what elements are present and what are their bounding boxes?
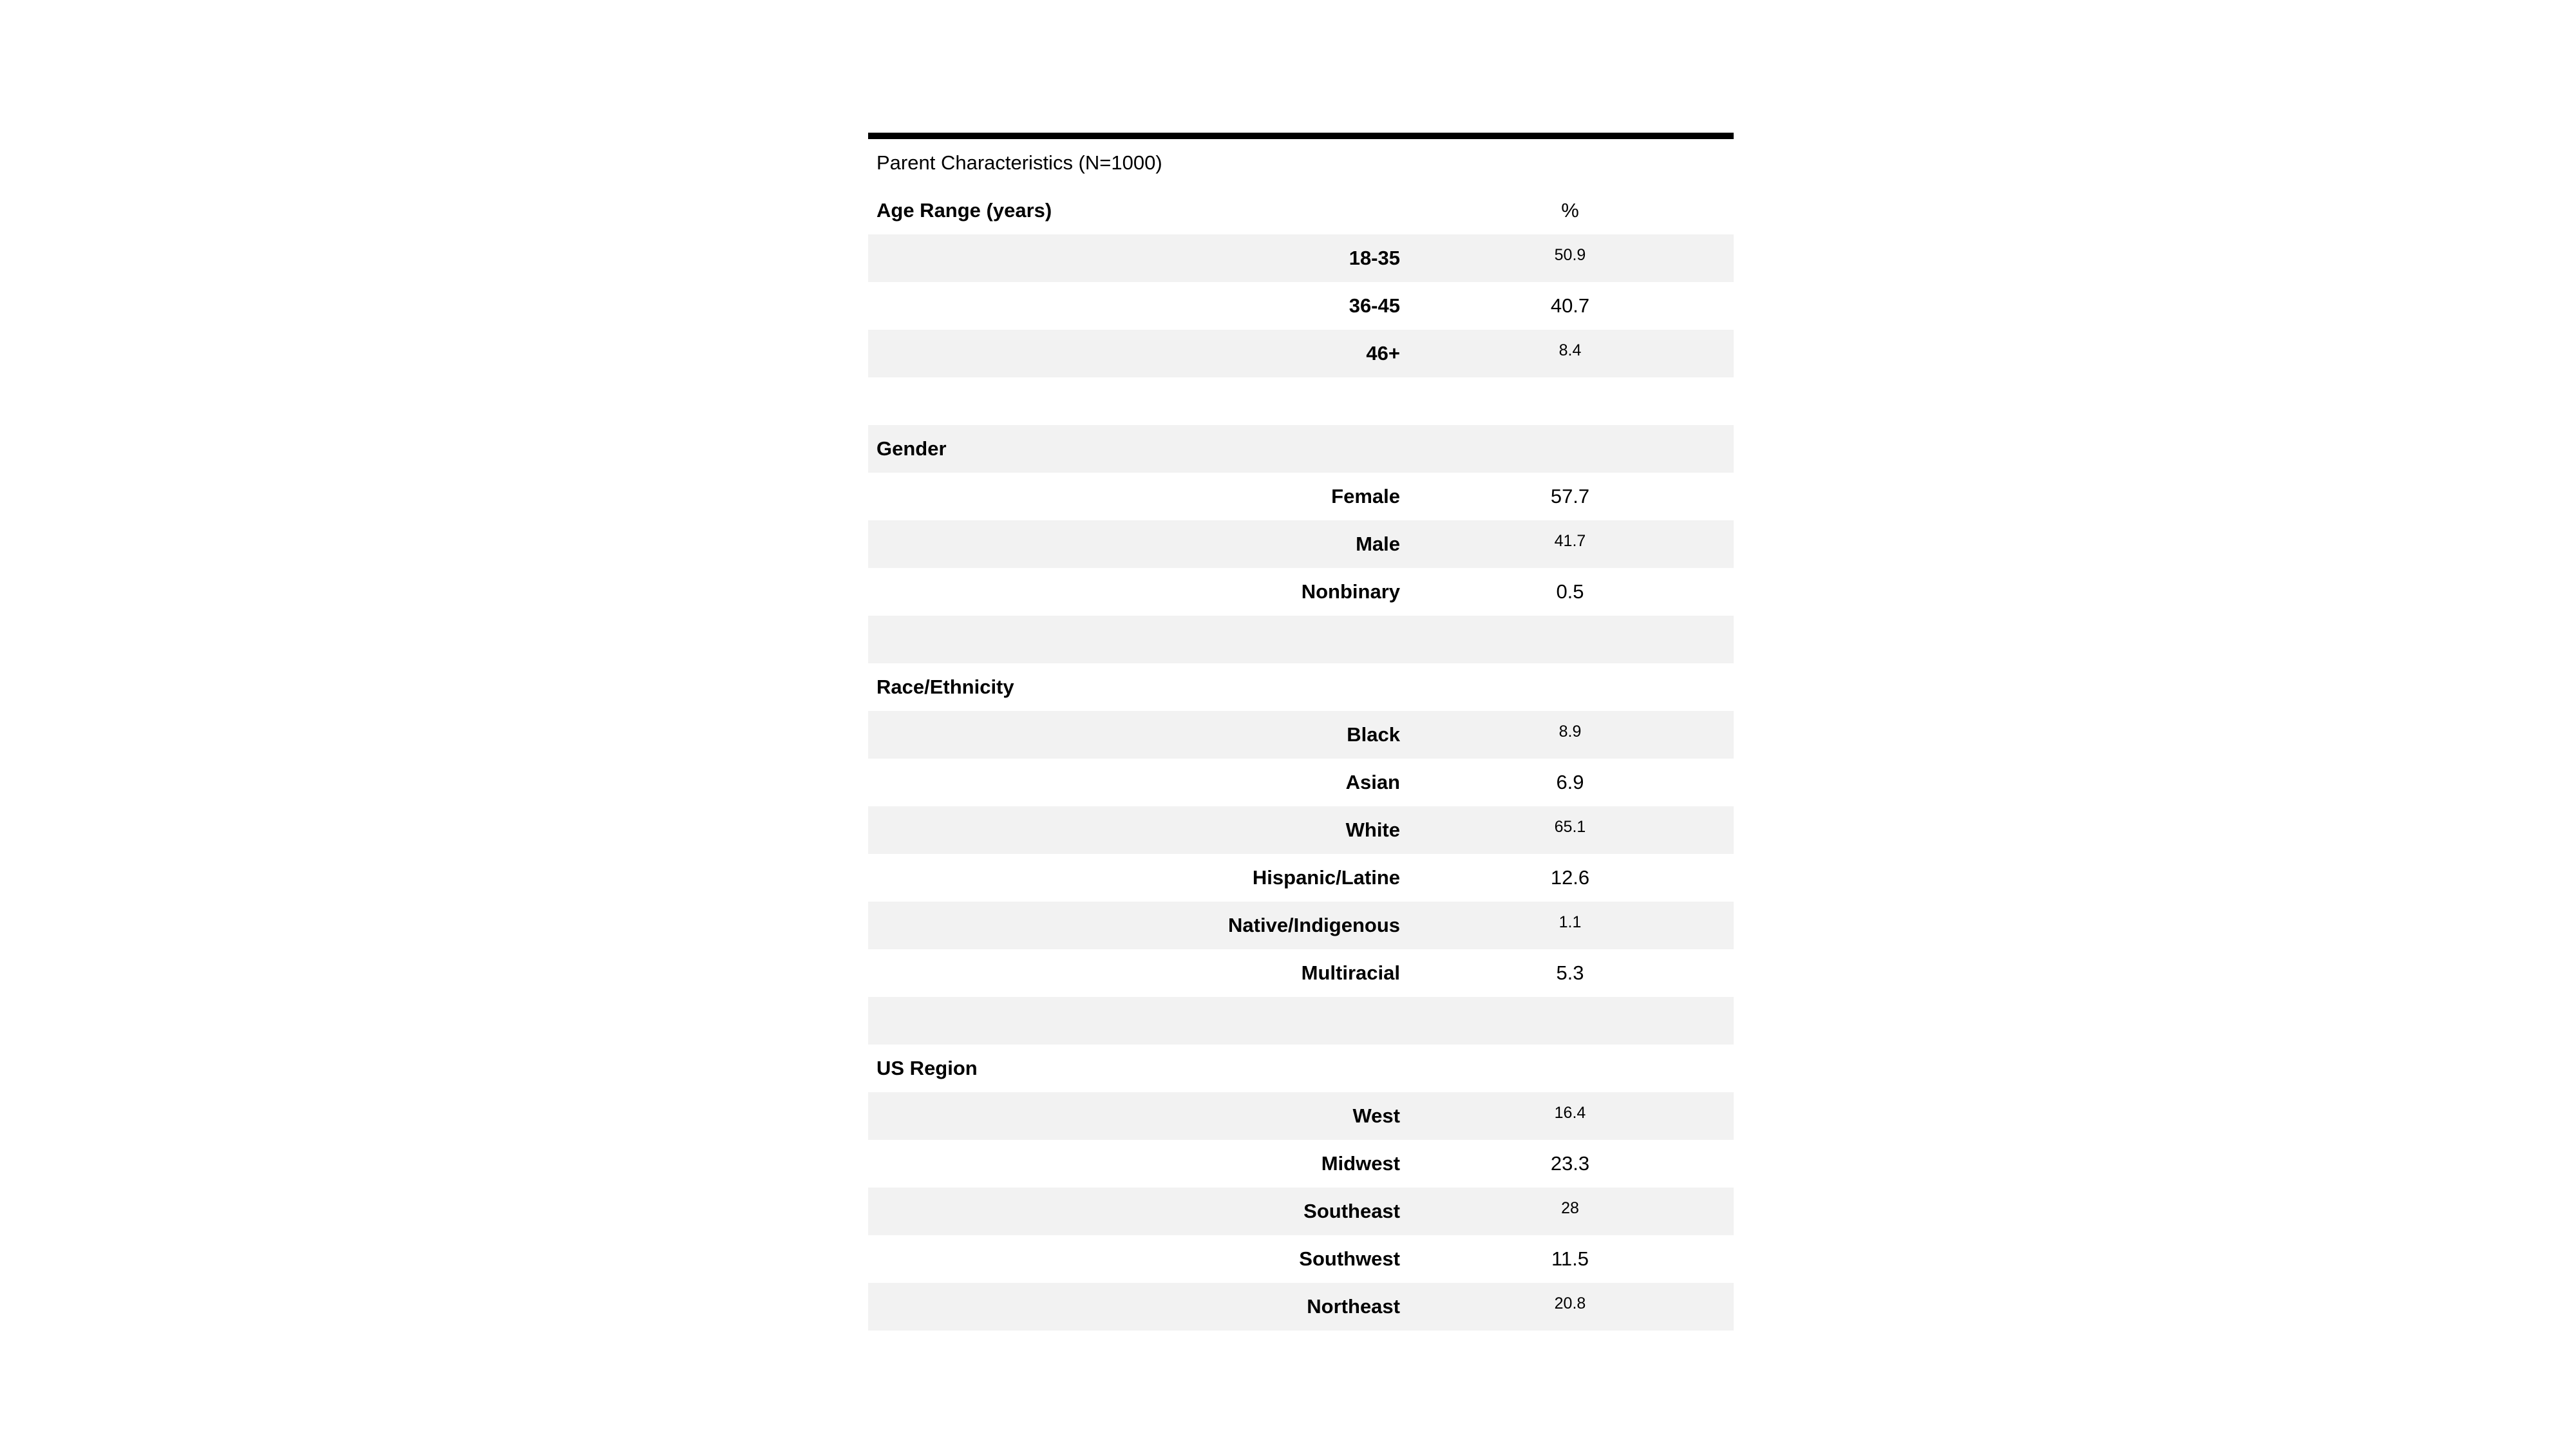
table-row [868,1092,1734,1140]
table-row [868,1283,1734,1331]
row-value: 11.5 [1551,1247,1589,1270]
row-value: 23.3 [1550,1152,1590,1175]
table-row [868,568,1734,616]
row-label: Female [1331,485,1400,507]
row-value: 12.6 [1550,866,1590,889]
table-row [868,854,1734,902]
row-label: Black [1347,723,1400,746]
row-value: 20.8 [1554,1294,1586,1312]
section-title-race-ethnicity: Race/Ethnicity [876,676,1014,698]
row-label: Midwest [1321,1152,1400,1175]
row-label: Nonbinary [1301,580,1400,603]
row-value: 1.1 [1558,913,1582,931]
table-row [868,330,1734,377]
row-label: White [1345,819,1400,841]
row-value: 40.7 [1550,294,1590,317]
row-value: 8.9 [1558,723,1582,741]
row-value: 65.1 [1554,818,1586,836]
spacer-row [868,377,1734,425]
table-row [868,806,1734,854]
percent-column-header: % [1561,199,1579,222]
row-value: 0.5 [1556,580,1584,603]
age-range-header: Age Range (years) [876,199,1052,222]
table-row [868,520,1734,568]
table-row [868,473,1734,520]
spacer-row [868,616,1734,663]
spacer-row [868,997,1734,1045]
table-row [868,1235,1734,1283]
row-value: 16.4 [1554,1104,1586,1122]
row-label: Asian [1345,771,1400,793]
table-row [868,711,1734,759]
table-row [868,902,1734,949]
row-label: Southwest [1299,1247,1400,1270]
row-value: 28 [1561,1199,1579,1217]
section-header-row [868,1045,1734,1092]
row-label: Multiracial [1301,961,1400,984]
row-label: Male [1356,533,1400,555]
table-caption: Parent Characteristics (N=1000) [876,151,1162,174]
table-row [868,1188,1734,1235]
table-top-rule [868,133,1734,139]
row-label: Native/Indigenous [1228,914,1400,936]
row-label: Northeast [1307,1295,1400,1318]
row-value: 41.7 [1554,532,1586,550]
row-value: 57.7 [1550,485,1590,507]
table-row [868,234,1734,282]
row-label: Hispanic/Latine [1252,866,1400,889]
table-row [868,949,1734,997]
table-row [868,282,1734,330]
row-label: 36-45 [1349,294,1400,317]
section-title-gender: Gender [876,437,947,460]
table-row [868,1140,1734,1188]
row-label: West [1352,1104,1400,1127]
row-value: 8.4 [1558,341,1582,359]
caption-row [868,139,1734,187]
row-value: 50.9 [1554,246,1586,264]
row-value: 6.9 [1556,771,1584,793]
header-row [868,187,1734,234]
section-header-row [868,663,1734,711]
table-row [868,759,1734,806]
section-title-us-region: US Region [876,1057,978,1079]
row-label: 18-35 [1349,247,1400,269]
row-label: 46+ [1366,342,1400,365]
row-label: Southeast [1303,1200,1400,1222]
section-header-row [868,425,1734,473]
demographics-table [868,133,1734,1331]
row-value: 5.3 [1556,961,1584,984]
